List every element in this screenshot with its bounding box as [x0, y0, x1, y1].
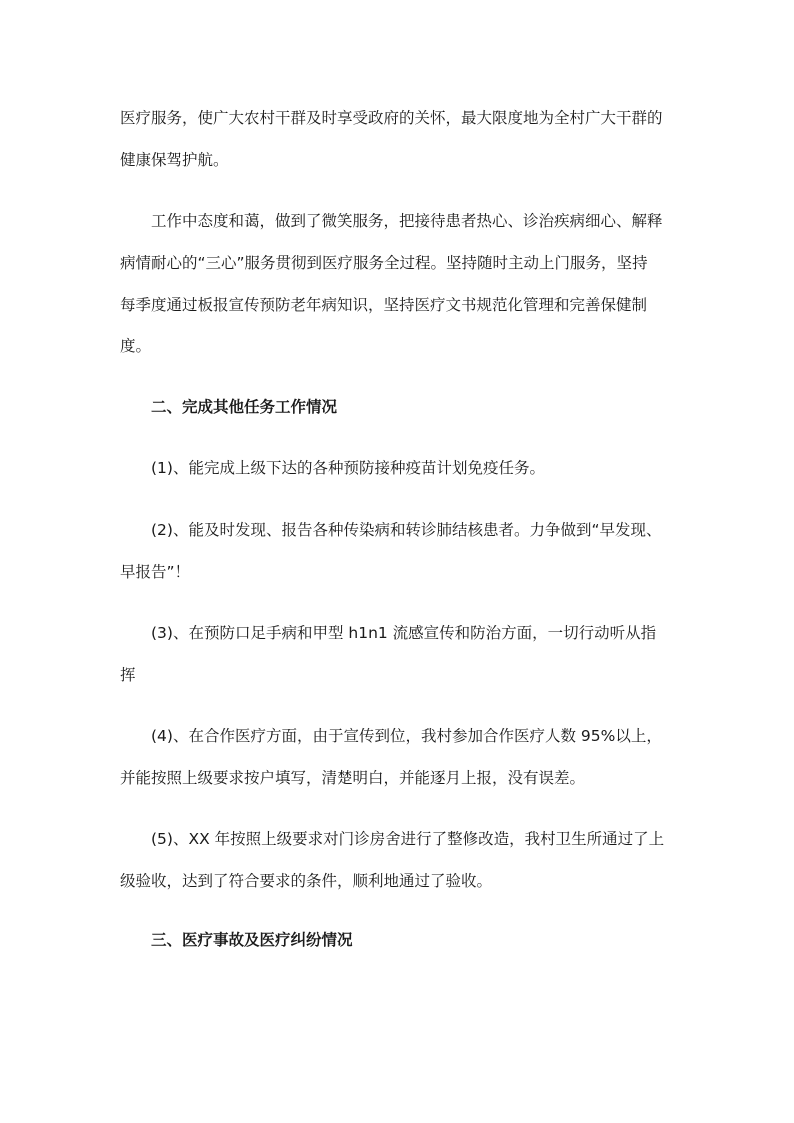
list-item-5-line-1: (5)、XX 年按照上级要求对门诊房舍进行了整修改造，我村卫生所通过了上 — [151, 830, 665, 848]
list-item-3-line-1: (3)、在预防口足手病和甲型 h1n1 流感宣传和防治方面，一切行动听从指 — [151, 624, 657, 642]
paragraph-intro-line-2: 健康保驾护航。 — [120, 151, 229, 169]
paragraph-attitude-line-4: 度。 — [120, 337, 152, 355]
paragraph-attitude-line-3: 每季度通过板报宣传预防老年病知识，坚持医疗文书规范化管理和完善保健制 — [120, 296, 648, 314]
list-item-1-line-1: (1)、能完成上级下达的各种预防接种疫苗计划免疫任务。 — [151, 459, 545, 477]
list-item-5-line-2: 级验收，达到了符合要求的条件，顺利地通过了验收。 — [120, 872, 493, 890]
section-heading-medical-incidents: 三、医疗事故及医疗纠纷情况 — [151, 931, 353, 949]
paragraph-intro-line-1: 医疗服务，使广大农村干群及时享受政府的关怀，最大限度地为全村广大干群的 — [120, 109, 663, 127]
paragraph-attitude-line-1: 工作中态度和蔼，做到了微笑服务，把接待患者热心、诊治疾病细心、解释 — [151, 212, 663, 230]
list-item-3-line-2: 挥 — [120, 666, 136, 684]
section-heading-other-tasks: 二、完成其他任务工作情况 — [151, 398, 338, 416]
list-item-2-line-2: 早报告”！ — [120, 563, 191, 581]
list-item-4-line-1: (4)、在合作医疗方面，由于宣传到位，我村参加合作医疗人数 95%以上， — [151, 727, 662, 745]
list-item-2-line-1: (2)、能及时发现、报告各种传染病和转诊肺结核患者。力争做到“早发现、 — [151, 521, 662, 539]
paragraph-attitude-line-2: 病情耐心的“三心”服务贯彻到医疗服务全过程。坚持随时主动上门服务，坚持 — [120, 254, 648, 272]
list-item-4-line-2: 并能按照上级要求按户填写，清楚明白，并能逐月上报，没有误差。 — [120, 769, 586, 787]
